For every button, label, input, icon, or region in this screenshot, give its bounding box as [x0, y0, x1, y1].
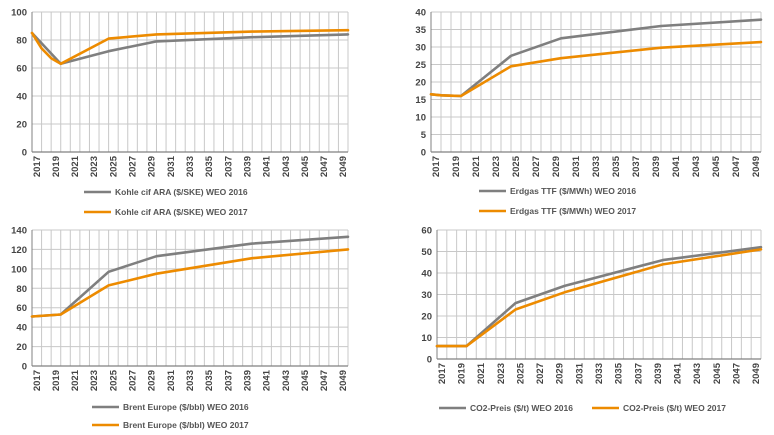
x-tick-label: 2041: [672, 363, 684, 385]
x-tick-label: 2033: [185, 156, 196, 178]
x-tick-label: 2017: [31, 370, 43, 392]
x-tick-label: 2035: [204, 370, 216, 392]
legend-label: Kohle cif ARA ($/SKE) WEO 2017: [115, 207, 248, 217]
x-tick-label: 2031: [574, 363, 586, 385]
x-tick-label: 2025: [108, 156, 120, 178]
y-tick-label: 140: [11, 225, 27, 237]
y-tick-label: 5: [420, 130, 426, 141]
x-tick-label: 2039: [652, 363, 664, 385]
x-tick-label: 2019: [451, 156, 462, 178]
y-tick-label: 20: [415, 77, 426, 89]
y-tick-label: 0: [21, 361, 27, 373]
x-tick-label: 2033: [594, 363, 605, 385]
x-tick-label: 2039: [651, 156, 662, 178]
y-tick-label: 30: [415, 42, 426, 54]
x-tick-label: 2017: [31, 156, 43, 178]
x-tick-label: 2041: [671, 156, 682, 178]
x-tick-label: 2035: [613, 363, 625, 385]
y-tick-label: 40: [16, 322, 27, 334]
x-tick-label: 2037: [223, 370, 235, 392]
x-tick-label: 2035: [204, 156, 216, 178]
x-tick-label: 2045: [299, 156, 311, 178]
y-tick-label: 35: [415, 25, 426, 36]
coal-price-chart: [0, 0, 387, 218]
x-tick-label: 2047: [319, 370, 331, 392]
x-tick-label: 2029: [554, 363, 566, 385]
gridlines: [437, 230, 761, 359]
x-tick-label: 2023: [89, 370, 101, 392]
y-tick-label: 120: [11, 244, 27, 256]
x-tick-label: 2033: [591, 156, 602, 178]
x-tick-label: 2049: [338, 156, 350, 178]
x-tick-label: 2025: [511, 156, 522, 178]
legend-label: CO2-Preis ($/t) WEO 2016: [470, 403, 573, 413]
x-tick-label: 2023: [89, 156, 101, 178]
x-tick-label: 2029: [551, 156, 562, 178]
x-tick-label: 2041: [261, 156, 273, 178]
x-tick-label: 2043: [280, 370, 292, 392]
x-tick-label: 2037: [223, 156, 235, 178]
legend-entry: [92, 420, 249, 430]
x-tick-label: 2047: [731, 156, 742, 178]
x-tick-label: 2023: [491, 156, 502, 178]
x-tick-label: 2027: [127, 156, 139, 178]
x-tick-label: 2041: [261, 370, 273, 392]
legend-entry: [92, 402, 249, 412]
x-tick-label: 2045: [711, 156, 722, 178]
x-tick-label: 2045: [299, 370, 311, 392]
x-tick-label: 2017: [431, 156, 442, 178]
y-tick-label: 100: [11, 7, 27, 19]
x-tick-label: 2035: [611, 156, 622, 178]
x-tick-label: 2019: [50, 156, 62, 178]
y-tick-label: 0: [420, 147, 426, 159]
x-tick-label: 2031: [165, 370, 177, 392]
x-tick-label: 2031: [571, 156, 582, 178]
x-tick-label: 2021: [70, 156, 82, 178]
legend-entry: [479, 186, 636, 196]
legend-label: CO2-Preis ($/t) WEO 2017: [623, 403, 726, 413]
x-tick-label: 2029: [146, 370, 158, 392]
legend-entry: [84, 187, 248, 197]
y-tick-label: 80: [16, 283, 27, 295]
y-tick-label: 15: [415, 95, 426, 106]
legend-label: Brent Europe ($/bbl) WEO 2017: [123, 420, 249, 430]
y-tick-label: 50: [421, 247, 432, 258]
x-tick-label: 2043: [280, 156, 292, 178]
y-tick-label: 0: [21, 147, 27, 159]
x-tick-label: 2019: [50, 370, 62, 392]
y-tick-label: 20: [421, 311, 432, 323]
y-tick-label: 20: [16, 119, 27, 131]
legend-label: Erdgas TTF ($/MWh) WEO 2017: [510, 206, 637, 216]
x-tick-label: 2025: [515, 363, 527, 385]
x-tick-label: 2025: [108, 370, 120, 392]
legend-entry: [439, 403, 573, 413]
co2-price-chart: [387, 218, 774, 435]
x-tick-label: 2049: [751, 363, 763, 385]
x-tick-label: 2045: [711, 363, 723, 385]
x-tick-label: 2043: [691, 156, 702, 178]
x-tick-label: 2021: [476, 363, 488, 385]
legend-label: Kohle cif ARA ($/SKE) WEO 2016: [115, 187, 248, 197]
x-tick-label: 2047: [731, 363, 743, 385]
y-tick-label: 20: [16, 342, 27, 354]
y-tick-label: 40: [415, 7, 426, 19]
x-tick-label: 2039: [242, 155, 254, 178]
oil-price-chart: [0, 218, 387, 435]
x-tick-label: 2017: [436, 363, 448, 385]
x-tick-label: 2029: [146, 156, 158, 178]
legend-entry: [479, 206, 636, 216]
x-tick-label: 2027: [127, 370, 139, 392]
legend-entry: [592, 403, 726, 413]
x-tick-label: 2039: [242, 370, 254, 392]
x-tick-label: 2047: [319, 156, 331, 178]
y-tick-label: 40: [16, 91, 27, 103]
y-tick-label: 30: [421, 290, 432, 301]
x-tick-label: 2043: [692, 363, 704, 385]
x-tick-label: 2049: [338, 370, 350, 392]
y-tick-label: 60: [421, 225, 432, 237]
y-tick-label: 40: [421, 268, 432, 280]
x-tick-label: 2027: [531, 156, 542, 178]
x-tick-label: 2033: [185, 370, 196, 392]
x-tick-label: 2027: [535, 363, 547, 385]
x-tick-label: 2019: [456, 363, 468, 385]
y-tick-label: 10: [415, 112, 426, 124]
y-tick-label: 25: [415, 60, 426, 71]
x-tick-label: 2037: [633, 363, 645, 385]
y-tick-label: 0: [426, 354, 432, 366]
x-tick-label: 2031: [165, 156, 177, 178]
x-tick-label: 2021: [70, 370, 82, 392]
gas-price-chart: [387, 0, 774, 218]
legend-label: Brent Europe ($/bbl) WEO 2016: [123, 402, 249, 412]
x-tick-label: 2037: [631, 156, 642, 178]
x-tick-label: 2049: [751, 156, 762, 178]
y-tick-label: 100: [11, 264, 27, 276]
y-tick-label: 60: [16, 63, 27, 75]
y-tick-label: 80: [16, 35, 27, 47]
x-tick-label: 2023: [495, 363, 507, 385]
y-tick-label: 60: [16, 303, 27, 315]
legend-label: Erdgas TTF ($/MWh) WEO 2016: [510, 186, 637, 196]
y-tick-label: 10: [421, 333, 432, 344]
x-tick-label: 2021: [471, 156, 482, 178]
legend-entry: [84, 207, 248, 217]
